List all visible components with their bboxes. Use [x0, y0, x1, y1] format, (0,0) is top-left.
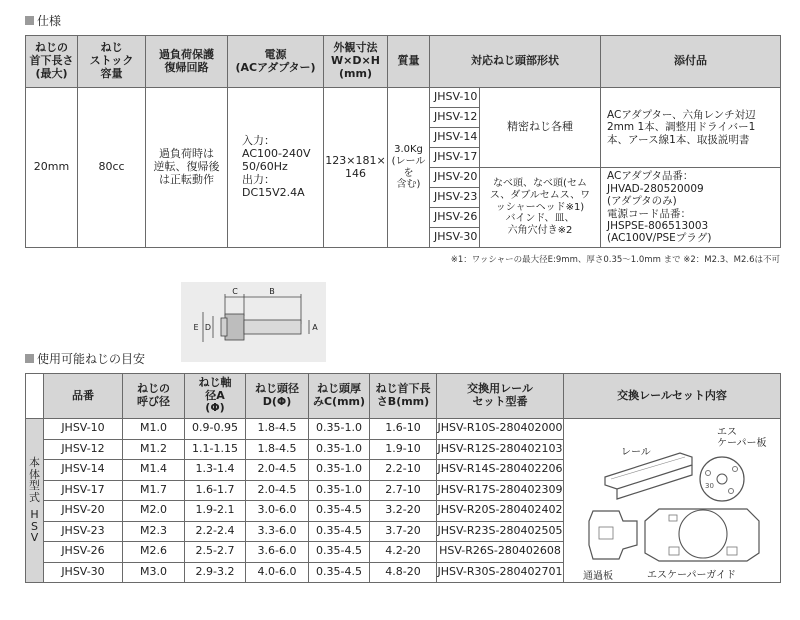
row-nominal: M1.4	[123, 460, 185, 481]
kit-label-escaper: エス ケーパー板	[717, 427, 767, 449]
row-nominal: M2.3	[123, 521, 185, 542]
header-length: ねじ首下長 さB(mm)	[370, 374, 437, 419]
model-cell: JHSV-30	[430, 228, 480, 248]
row-length: 2.7-10	[370, 480, 437, 501]
kit-label-guide: エスケーパーガイド	[647, 570, 736, 581]
row-rail: JHSV-R10S-280402000	[437, 419, 564, 440]
row-model: JHSV-10	[44, 419, 123, 440]
row-head-dia: 3.0-6.0	[246, 501, 309, 522]
row-rail: JHSV-R14S-280402206	[437, 460, 564, 481]
header-head-dia: ねじ頭径 D(Φ)	[246, 374, 309, 419]
dim-label-e: E	[193, 323, 199, 332]
header-weight: 質量	[388, 36, 430, 88]
row-head-dia: 2.0-4.5	[246, 460, 309, 481]
row-head-dia: 1.8-4.5	[246, 439, 309, 460]
header-model: 品番	[44, 374, 123, 419]
row-nominal: M1.2	[123, 439, 185, 460]
header-length: ねじの 首下長さ (最大)	[26, 36, 78, 88]
header-rail: 交換用レール セット型番	[437, 374, 564, 419]
model-cell: JHSV-10	[430, 88, 480, 108]
row-nominal: M1.7	[123, 480, 185, 501]
model-cell: JHSV-17	[430, 148, 480, 168]
header-kit: 交換レールセット内容	[564, 374, 781, 419]
dim-label-d: D	[204, 323, 212, 332]
row-rail: JHSV-R20S-280402402	[437, 501, 564, 522]
square-bullet-icon	[25, 354, 34, 363]
row-shaft: 1.1-1.15	[185, 439, 246, 460]
kit-mark-text: 30	[705, 482, 714, 490]
header-dims: 外観寸法 W×D×H (mm)	[324, 36, 388, 88]
row-head-thick: 0.35-4.5	[309, 521, 370, 542]
usage-section-title: 使用可能ねじの目安	[25, 350, 145, 367]
spec-dims: 123×181× 146	[324, 88, 388, 248]
row-head-thick: 0.35-1.0	[309, 439, 370, 460]
accessories-part-numbers: ACアダプタ品番： JHVAD-280520009 (アダプタのみ) 電源コード品番： JHSPSE-806513003 (AC100V/PSEプラグ)	[601, 168, 781, 248]
model-cell: JHSV-14	[430, 128, 480, 148]
model-cell: JHSV-26	[430, 208, 480, 228]
shape-group-precision: 精密ねじ各種	[480, 88, 601, 168]
row-model: JHSV-30	[44, 562, 123, 583]
row-length: 2.2-10	[370, 460, 437, 481]
table-corner	[26, 374, 44, 419]
row-head-dia: 4.0-6.0	[246, 562, 309, 583]
spec-weight: 3.0Kg (レールを 含む)	[388, 88, 430, 248]
header-accessories: 添付品	[601, 36, 781, 88]
row-model: JHSV-14	[44, 460, 123, 481]
header-shaft: ねじ軸 径A (Φ)	[185, 374, 246, 419]
row-rail: JHSV-R30S-280402701	[437, 562, 564, 583]
spec-notes: ※1：ワッシャーの最大径E:9mm、厚さ0.35～1.0mm まで ※2：M2.3、M2.6は不可	[450, 255, 780, 265]
spec-table	[25, 35, 781, 248]
row-shaft: 1.9-2.1	[185, 501, 246, 522]
row-rail: JHSV-R12S-280402103	[437, 439, 564, 460]
spec-length: 20mm	[26, 88, 78, 248]
dim-label-b: B	[269, 287, 275, 296]
header-compatible: 対応ねじ頭部形状	[430, 36, 601, 88]
kit-label-pass-plate: 通過板	[583, 571, 613, 582]
row-shaft: 0.9-0.95	[185, 419, 246, 440]
header-stock: ねじ ストック 容量	[78, 36, 146, 88]
replacement-kit-illustration	[575, 417, 780, 595]
row-model: JHSV-20	[44, 501, 123, 522]
row-rail: JHSV-R17S-280402309	[437, 480, 564, 501]
row-head-dia: 3.3-6.0	[246, 521, 309, 542]
spec-section-title: 仕様	[25, 12, 61, 29]
row-head-thick: 0.35-4.5	[309, 542, 370, 563]
screw-dimension-diagram	[181, 282, 326, 362]
row-head-dia: 2.0-4.5	[246, 480, 309, 501]
row-head-thick: 0.35-1.0	[309, 419, 370, 440]
row-model: JHSV-23	[44, 521, 123, 542]
row-rail: JHSV-R23S-280402505	[437, 521, 564, 542]
row-head-thick: 0.35-4.5	[309, 562, 370, 583]
row-length: 3.7-20	[370, 521, 437, 542]
shape-group-standard: なべ頭、なべ頭(セム ス、ダブルセムス、ワ ッシャーヘッド※1) バインド、皿、 六角穴付き※2	[480, 168, 601, 248]
kit-label-rail: レール	[621, 447, 651, 458]
row-model: JHSV-26	[44, 542, 123, 563]
row-shaft: 2.9-3.2	[185, 562, 246, 583]
row-length: 3.2-20	[370, 501, 437, 522]
spec-stock: 80cc	[78, 88, 146, 248]
model-cell: JHSV-23	[430, 188, 480, 208]
row-length: 4.2-20	[370, 542, 437, 563]
header-head-thick: ねじ頭厚 みC(mm)	[309, 374, 370, 419]
row-shaft: 1.3-1.4	[185, 460, 246, 481]
row-rail: HSV-R26S-280402608	[437, 542, 564, 563]
row-head-thick: 0.35-4.5	[309, 501, 370, 522]
square-bullet-icon	[25, 16, 34, 25]
dim-label-a: A	[312, 323, 318, 332]
spec-overload: 過負荷時は 逆転、復帰後 は正転動作	[146, 88, 228, 248]
header-overload: 過負荷保護 復帰回路	[146, 36, 228, 88]
row-length: 4.8-20	[370, 562, 437, 583]
accessories-main: ACアダプター、六角レンチ対辺 2mm 1本、調整用ドライバー1 本、アース線1本、取扱説明書	[601, 88, 781, 168]
row-nominal: M2.0	[123, 501, 185, 522]
row-nominal: M1.0	[123, 419, 185, 440]
row-head-thick: 0.35-1.0	[309, 480, 370, 501]
row-nominal: M3.0	[123, 562, 185, 583]
row-head-thick: 0.35-1.0	[309, 460, 370, 481]
header-nominal: ねじの 呼び径	[123, 374, 185, 419]
row-length: 1.9-10	[370, 439, 437, 460]
row-nominal: M2.6	[123, 542, 185, 563]
model-cell: JHSV-12	[430, 108, 480, 128]
row-shaft: 1.6-1.7	[185, 480, 246, 501]
body-type-label: 本 体 型 式 H S V	[26, 419, 44, 583]
row-shaft: 2.5-2.7	[185, 542, 246, 563]
row-model: JHSV-17	[44, 480, 123, 501]
row-head-dia: 3.6-6.0	[246, 542, 309, 563]
row-length: 1.6-10	[370, 419, 437, 440]
header-power: 電源 (ACアダプター)	[228, 36, 324, 88]
row-model: JHSV-12	[44, 439, 123, 460]
row-head-dia: 1.8-4.5	[246, 419, 309, 440]
spec-power: 入力： AC100-240V 50/60Hz 出力： DC15V2.4A	[228, 88, 324, 248]
row-shaft: 2.2-2.4	[185, 521, 246, 542]
dim-label-c: C	[232, 287, 238, 296]
model-cell: JHSV-20	[430, 168, 480, 188]
